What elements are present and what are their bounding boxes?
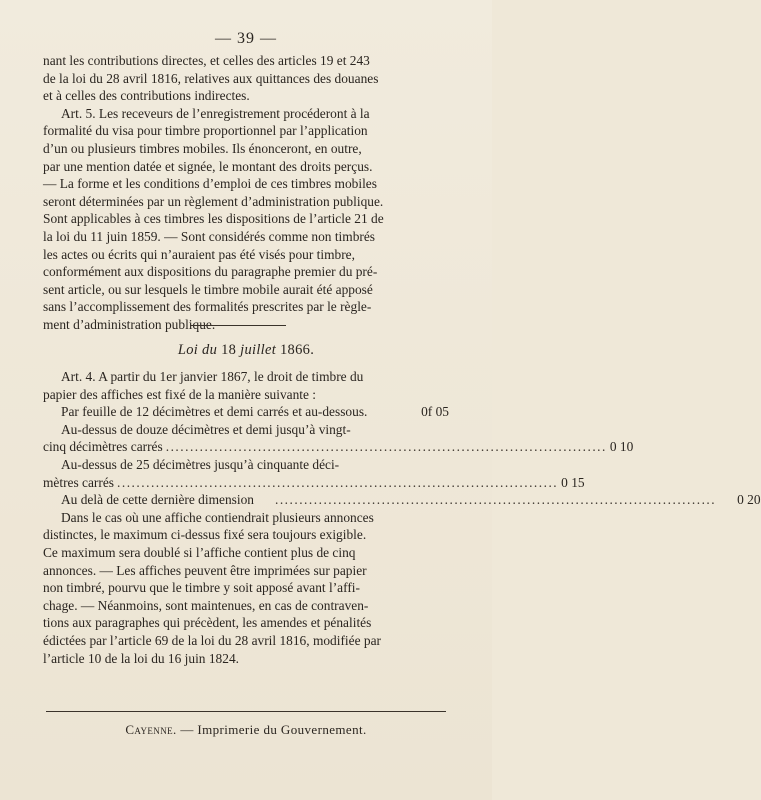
article-5-section [43, 52, 449, 334]
text-line: distinctes, le maximum ci-dessus fixé sera toujours exigible. [43, 527, 367, 543]
text-line: papier des affiches est fixé de la manière suivante : [43, 386, 317, 402]
dot-leader: ........................................................................................... [274, 492, 717, 508]
text-line: la loi du 11 juin 1859. — Sont considérés comme non timbrés [43, 228, 375, 244]
law-title-day: 18 [221, 342, 237, 358]
printer-name: — Imprimerie du Gouvernement. [180, 722, 367, 737]
dot-leader: ........................................................................................... [165, 439, 607, 455]
text-line: non timbré, pourvu que le timbre y soit apposé avant l’affi- [43, 580, 360, 596]
text-line: Au-dessus de 25 décimètres jusqu’à cinquante déci- [61, 456, 340, 472]
tariff-price: 0f 05 [421, 404, 449, 420]
text-line: Art. 4. A partir du 1er janvier 1867, le droit de timbre du [61, 369, 364, 384]
text-line: Au-dessus de douze décimètres et demi jusqu’à vingt- [61, 421, 351, 437]
text-line: seront déterminées par un règlement d’administration publique. [43, 193, 384, 209]
tariff-price: 0 15 [561, 474, 585, 490]
text-line: les actes ou écrits qui n’auraient pas été visés pour timbre, [43, 246, 355, 262]
footer-divider [46, 711, 446, 712]
law-title [0, 342, 492, 359]
law-title-month: juillet [240, 342, 277, 358]
text-line: et à celles des contributions indirectes. [43, 88, 250, 104]
text-line: conformément aux dispositions du paragraphe premier du pré- [43, 264, 378, 280]
tariff-row [43, 474, 585, 492]
text-line: Ce maximum sera doublé si l’affiche contient plus de cinq [43, 544, 356, 560]
tariff-label: cinq décimètres carrés [43, 439, 163, 455]
text-line: Dans le cas où une affiche contiendrait plusieurs annonces [61, 509, 374, 525]
text-line: — La forme et les conditions d’emploi de ces timbres mobiles [43, 176, 377, 192]
text-line: formalité du visa pour timbre proportionnel par l’application [43, 123, 368, 139]
text-line: de la loi du 28 avril 1816, relatives aux quittances des douanes [43, 70, 379, 86]
tariff-label: mètres carrés [43, 474, 115, 490]
dot-leader: ........................................................................................... [117, 474, 559, 490]
tariff-row [43, 438, 634, 456]
tariff-price: 0 20 [737, 492, 761, 508]
printer-imprint [0, 722, 492, 738]
article-4-section [43, 368, 761, 667]
text-line: ment d’administration publique. [43, 316, 216, 332]
tariff-label: Par feuille de 12 décimètres et demi carrés et au-dessous. [61, 404, 368, 420]
section-divider [190, 325, 286, 326]
text-line: édictées par l’article 69 de la loi du 28 avril 1816, modifiée par [43, 632, 381, 648]
page-number: — 39 — [215, 30, 277, 47]
text-line: sent article, ou sur lesquels le timbre mobile aurait été apposé [43, 281, 373, 297]
tariff-row [43, 403, 449, 421]
tariff-price: 0 10 [609, 439, 634, 455]
text-line: d’un ou plusieurs timbres mobiles. Ils énonceront, en outre, [43, 140, 362, 156]
text-line: nant les contributions directes, et celles des articles 19 et 243 [43, 53, 370, 68]
text-line: l’article 10 de la loi du 16 juin 1824. [43, 650, 239, 666]
text-line: par une mention datée et signée, le montant des droits perçus. [43, 158, 373, 174]
tariff-label: Au delà de cette dernière dimension [61, 492, 254, 508]
law-title-prefix: Loi du [177, 342, 218, 358]
text-line: tions aux paragraphes qui précèdent, les amendes et pénalités [43, 615, 372, 631]
text-line: chage. — Néanmoins, sont maintenues, en cas de contraven- [43, 597, 369, 613]
text-line: annonces. — Les affiches peuvent être imprimées sur papier [43, 562, 367, 578]
printer-place: Cayenne. [125, 722, 177, 737]
tariff-row [43, 491, 761, 509]
law-title-year: 1866. [280, 342, 315, 358]
text-line: sans l’accomplissement des formalités prescrites par le règle- [43, 299, 372, 315]
text-line: Art. 5. Les receveurs de l’enregistrement procéderont à la [61, 105, 370, 121]
text-line: Sont applicables à ces timbres les dispositions de l’article 21 de [43, 211, 384, 227]
